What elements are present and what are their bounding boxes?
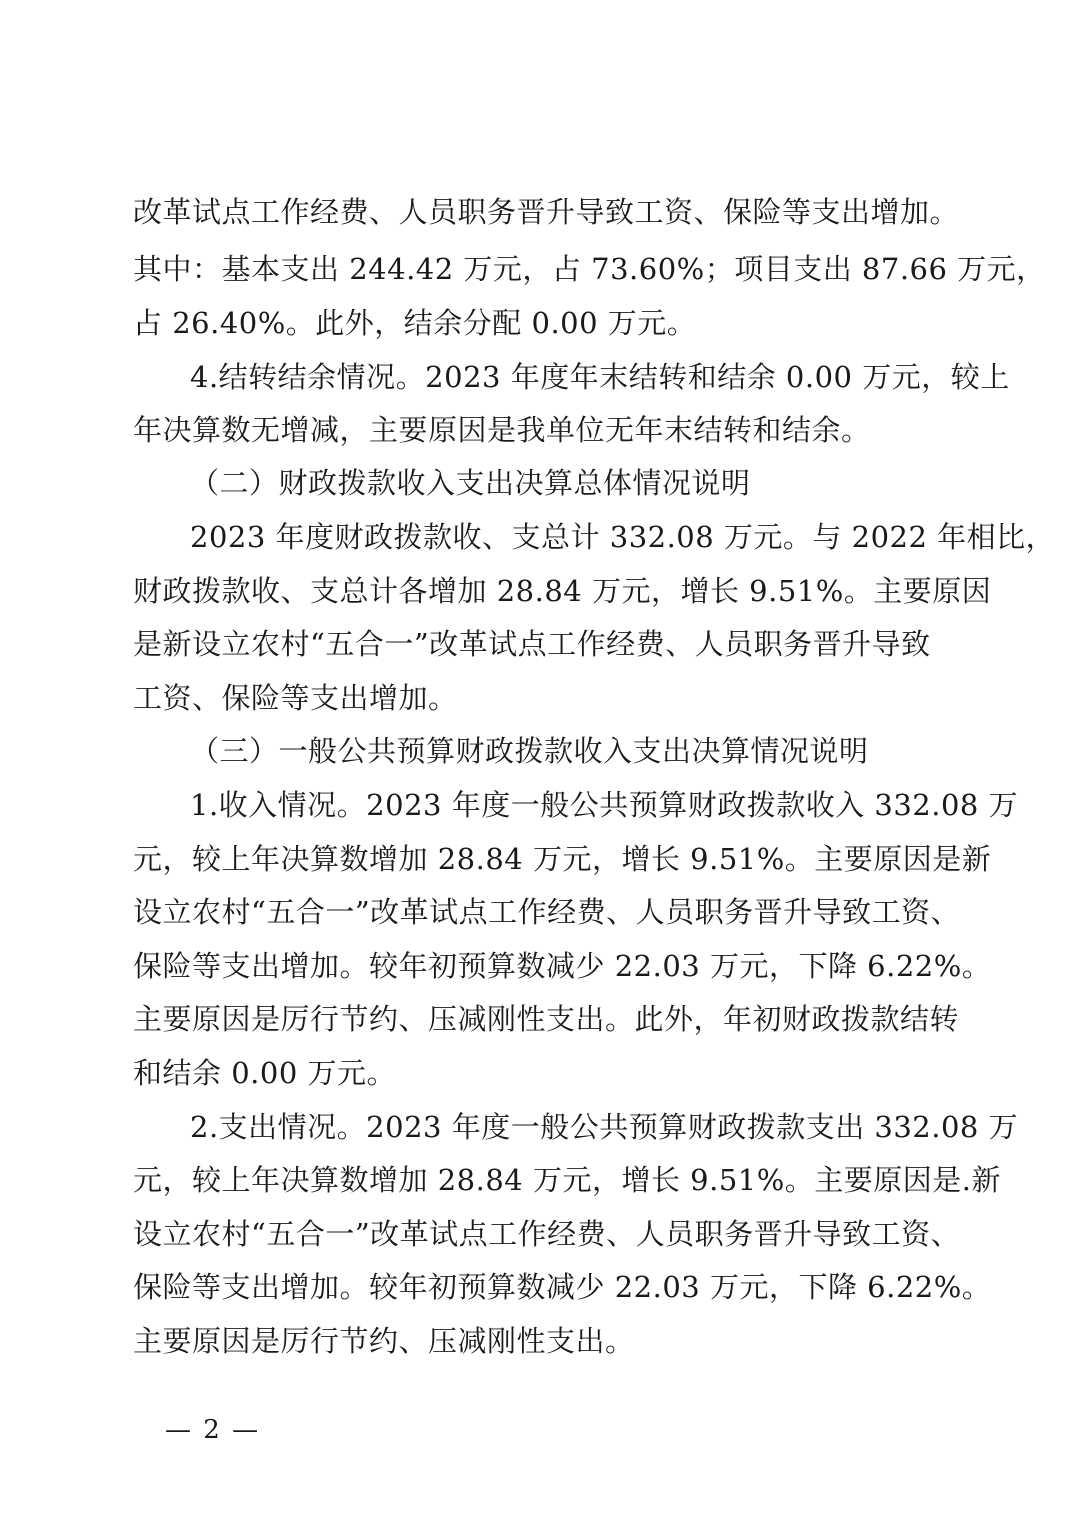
paragraph-start-line: 2.支出情况。2023 年度一般公共预算财政拨款支出 332.08 万 bbox=[190, 1110, 1019, 1144]
text-line: 保险等支出增加。较年初预算数减少 22.03 万元，下降 6.22%。 bbox=[133, 1270, 992, 1304]
section-heading: （二）财政拨款收入支出决算总体情况说明 bbox=[190, 466, 751, 500]
text-line: 设立农村“五合一”改革试点工作经费、人员职务晋升导致工资、 bbox=[133, 895, 961, 929]
text-line: 主要原因是厉行节约、压减刚性支出。 bbox=[133, 1324, 635, 1358]
section-heading: （三）一般公共预算财政拨款收入支出决算情况说明 bbox=[190, 734, 869, 768]
paragraph-start-line: 1.收入情况。2023 年度一般公共预算财政拨款收入 332.08 万 bbox=[190, 788, 1019, 822]
text-line: 元，较上年决算数增加 28.84 万元，增长 9.51%。主要原因是.新 bbox=[133, 1163, 1002, 1197]
paragraph-start-line: 4.结转结余情况。2023 年度年末结转和结余 0.00 万元，较上 bbox=[190, 360, 1010, 394]
text-line: 其中：基本支出 244.42 万元，占 73.60%；项目支出 87.66 万元， bbox=[133, 252, 1046, 286]
text-line: 和结余 0.00 万元。 bbox=[133, 1056, 397, 1090]
text-line: 设立农村“五合一”改革试点工作经费、人员职务晋升导致工资、 bbox=[133, 1217, 961, 1251]
text-line: 是新设立农村“五合一”改革试点工作经费、人员职务晋升导致 bbox=[133, 627, 931, 661]
paragraph-start-line: 2023 年度财政拨款收、支总计 332.08 万元。与 2022 年相比， bbox=[190, 520, 1056, 554]
text-line: 占 26.40%。此外，结余分配 0.00 万元。 bbox=[133, 306, 697, 340]
text-line: 元，较上年决算数增加 28.84 万元，增长 9.51%。主要原因是新 bbox=[133, 842, 992, 876]
text-line: 改革试点工作经费、人员职务晋升导致工资、保险等支出增加。 bbox=[133, 195, 960, 229]
text-line: 财政拨款收、支总计各增加 28.84 万元，增长 9.51%。主要原因 bbox=[133, 574, 992, 608]
text-line: 工资、保险等支出增加。 bbox=[133, 681, 458, 715]
text-line: 年决算数无增减，主要原因是我单位无年末结转和结余。 bbox=[133, 413, 871, 447]
page-number: — 2 — bbox=[165, 1415, 261, 1445]
text-line: 保险等支出增加。较年初预算数减少 22.03 万元，下降 6.22%。 bbox=[133, 949, 992, 983]
text-line: 主要原因是厉行节约、压减刚性支出。此外，年初财政拨款结转 bbox=[133, 1002, 960, 1036]
